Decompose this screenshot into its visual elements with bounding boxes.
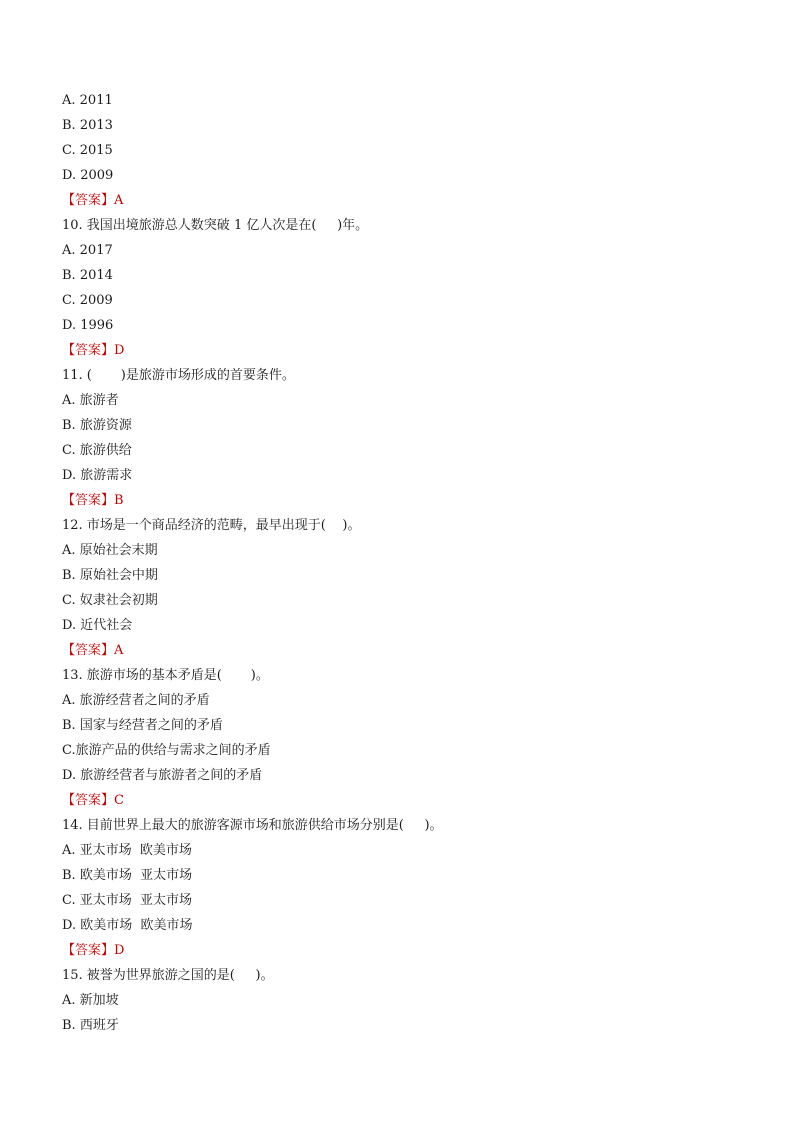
answer-line: 【答案】B xyxy=(62,493,124,508)
answer-line: 【答案】D xyxy=(62,343,125,358)
option-line: A. 亚太市场 欧美市场 xyxy=(62,843,192,858)
question-stem: 12. 市场是一个商品经济的范畴，最早出现于( )。 xyxy=(62,518,361,533)
option-line: B. 2014 xyxy=(62,268,113,283)
option-line: C.旅游产品的供给与需求之间的矛盾 xyxy=(62,743,271,758)
option-line: B. 欧美市场 亚太市场 xyxy=(62,868,193,883)
option-line: B. 2013 xyxy=(62,118,113,133)
option-line: D. 旅游需求 xyxy=(62,468,133,483)
option-line: B. 旅游资源 xyxy=(62,418,132,433)
option-line: D. 旅游经营者与旅游者之间的矛盾 xyxy=(62,768,263,783)
option-line: C. 奴隶社会初期 xyxy=(62,593,158,608)
question-stem: 14. 目前世界上最大的旅游客源市场和旅游供给市场分别是( )。 xyxy=(62,818,443,833)
question-stem: 13. 旅游市场的基本矛盾是( )。 xyxy=(62,668,269,683)
option-line: A. 新加坡 xyxy=(62,993,119,1008)
option-line: D. 2009 xyxy=(62,168,114,183)
option-line: C. 旅游供给 xyxy=(62,443,132,458)
answer-line: 【答案】C xyxy=(62,793,124,808)
option-line: C. 2015 xyxy=(62,143,113,158)
question-stem: 11. ( )是旅游市场形成的首要条件。 xyxy=(62,368,295,383)
option-line: B. 原始社会中期 xyxy=(62,568,158,583)
option-line: C. 亚太市场 亚太市场 xyxy=(62,893,193,908)
option-line: A. 旅游经营者之间的矛盾 xyxy=(62,693,210,708)
option-line: A. 2017 xyxy=(62,243,113,258)
option-line: A. 原始社会末期 xyxy=(62,543,158,558)
option-line: D. 近代社会 xyxy=(62,618,133,633)
option-line: A. 旅游者 xyxy=(62,393,119,408)
option-line: B. 国家与经营者之间的矛盾 xyxy=(62,718,223,733)
option-line: A. 2011 xyxy=(62,93,113,108)
answer-line: 【答案】A xyxy=(62,193,124,208)
option-line: D. 1996 xyxy=(62,318,114,333)
answer-line: 【答案】A xyxy=(62,643,124,658)
question-list xyxy=(62,88,742,1038)
option-line: C. 2009 xyxy=(62,293,113,308)
option-line: D. 欧美市场 欧美市场 xyxy=(62,918,193,933)
question-stem: 15. 被誉为世界旅游之国的是( )。 xyxy=(62,968,274,983)
option-line: B. 西班牙 xyxy=(62,1018,119,1033)
answer-line: 【答案】D xyxy=(62,943,125,958)
document-page xyxy=(62,88,742,1038)
question-stem: 10. 我国出境旅游总人数突破 1 亿人次是在( )年。 xyxy=(62,218,369,233)
